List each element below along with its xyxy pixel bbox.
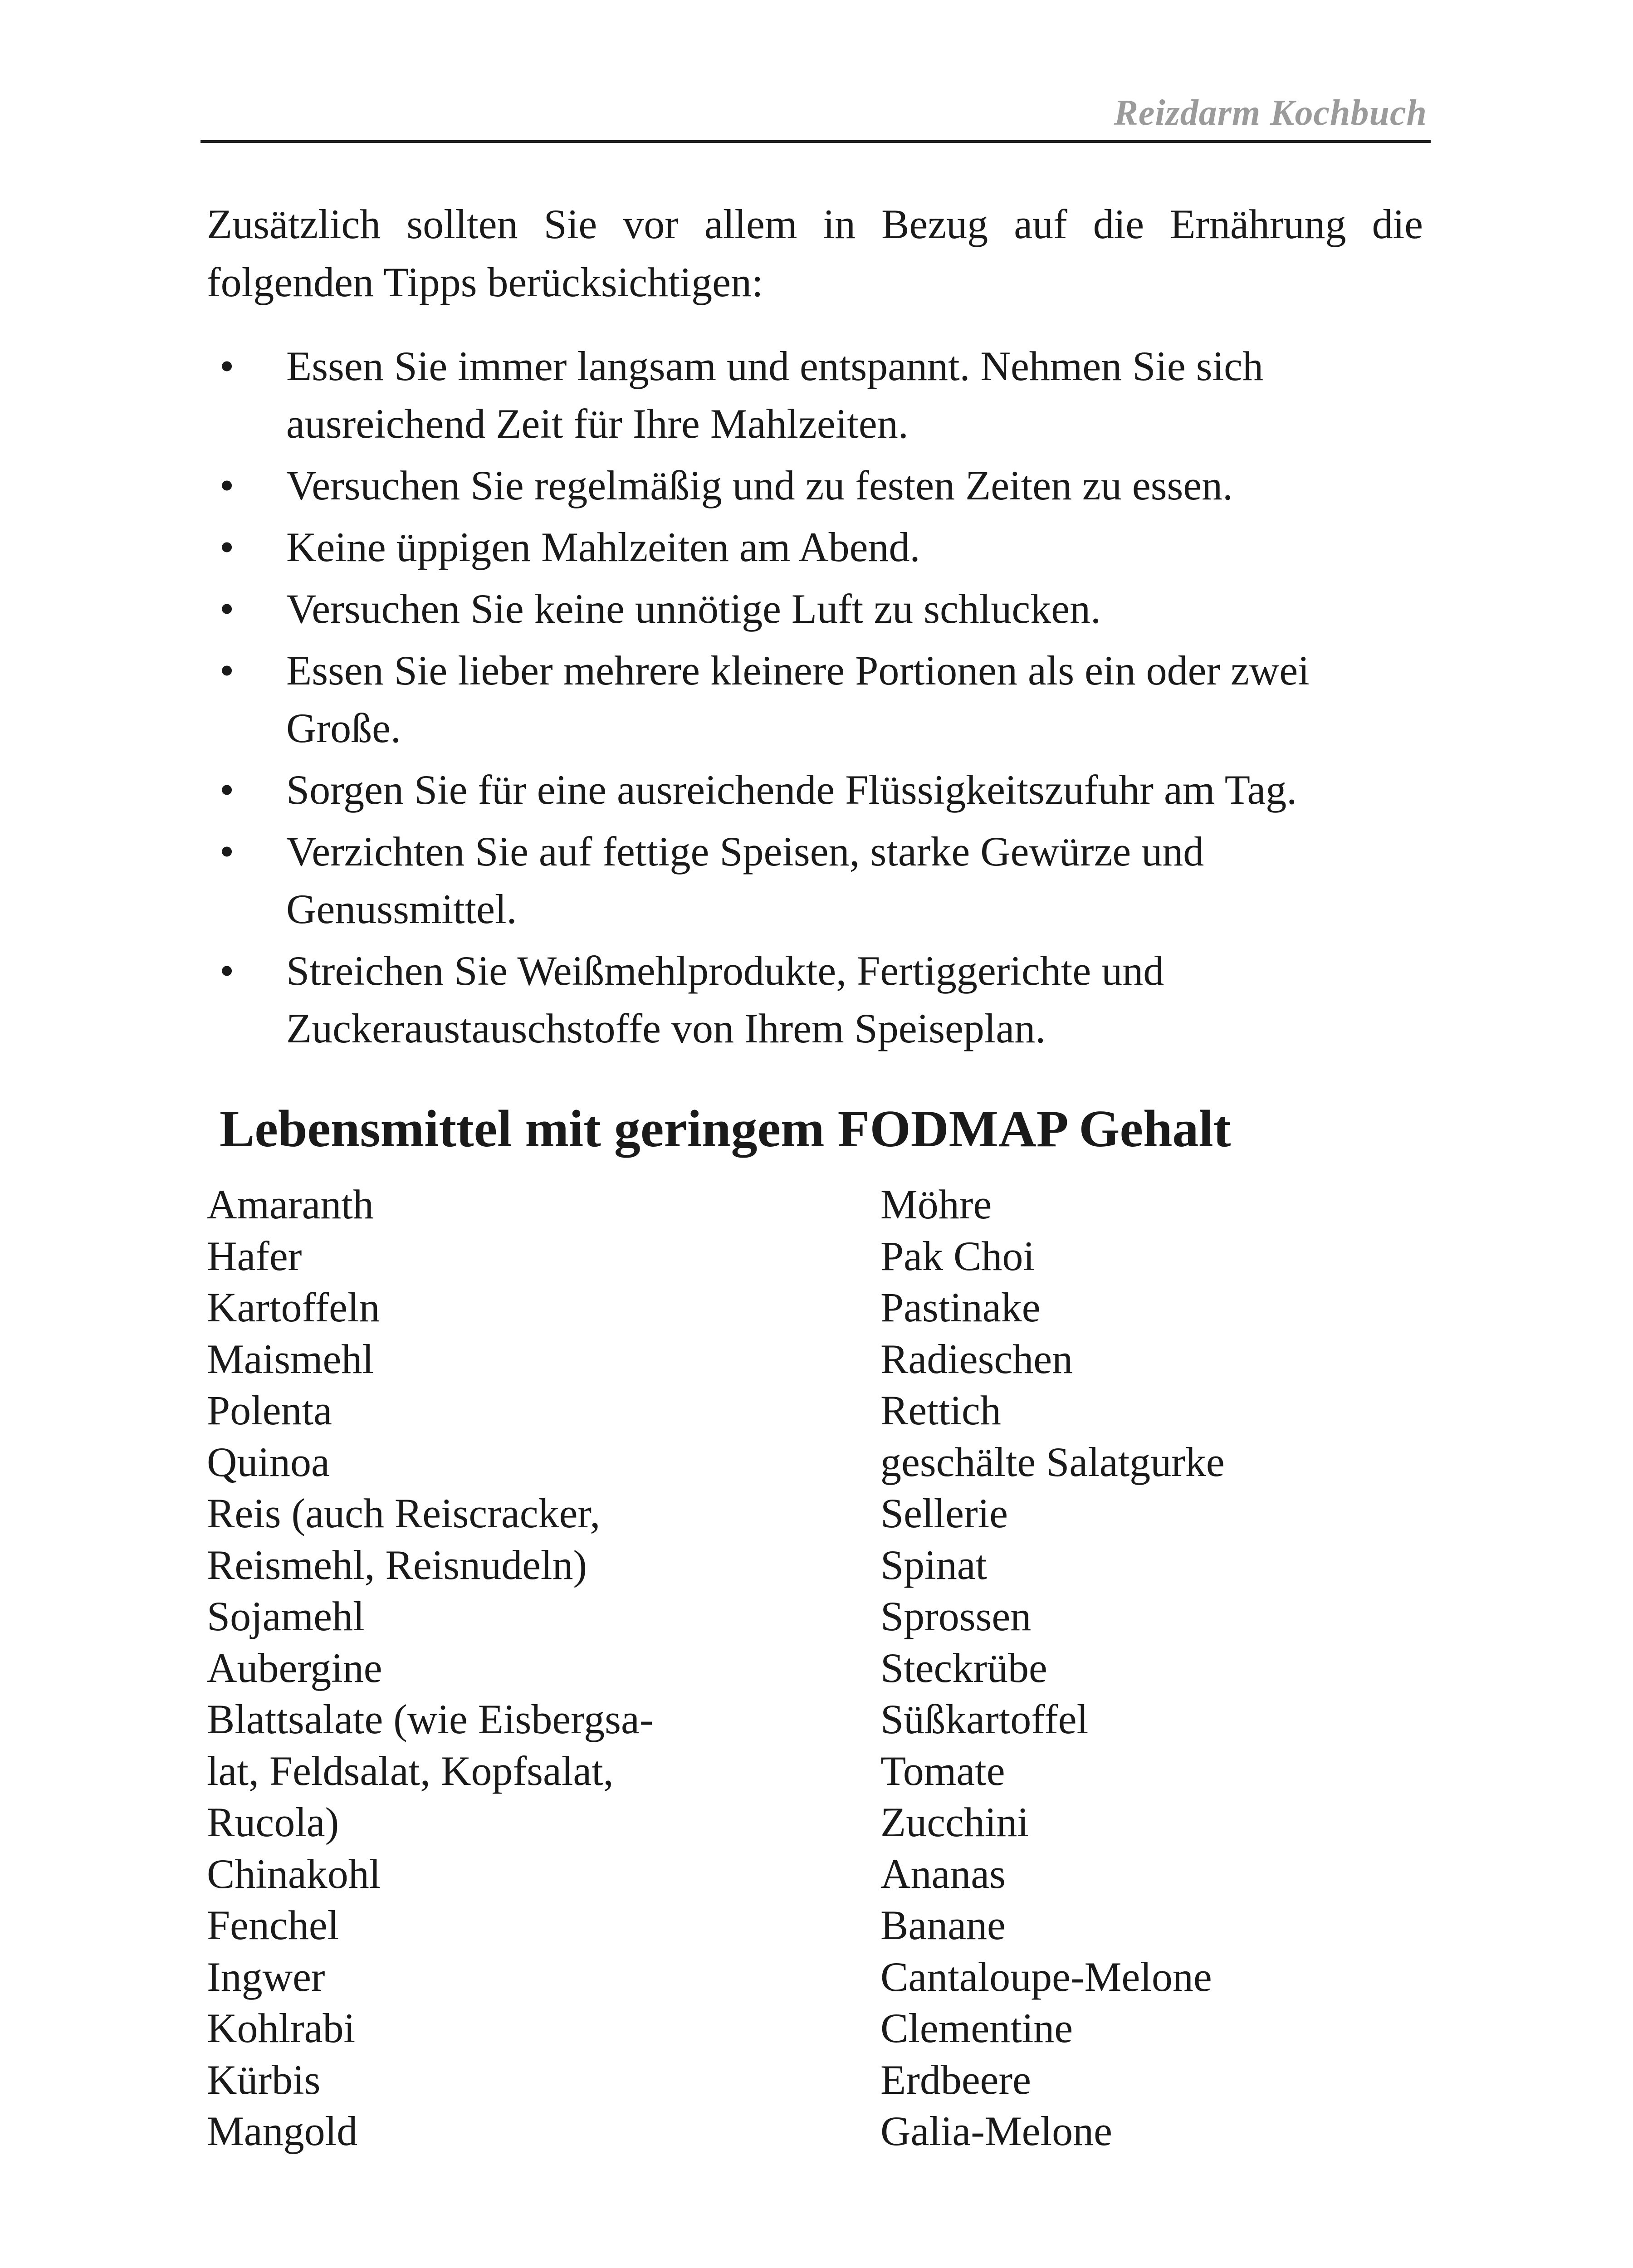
food-item-line: Quinoa (207, 1438, 330, 1485)
food-item-line: Mangold (207, 2108, 358, 2154)
food-item (207, 1179, 842, 1231)
food-item (880, 1951, 1423, 2003)
food-item-line: Spinat (880, 1541, 988, 1588)
food-item (880, 1642, 1423, 1694)
tips-list (207, 337, 1423, 1057)
tip-item (207, 761, 1423, 819)
food-item-line: geschälte Salatgurke (880, 1438, 1225, 1485)
food-item (880, 2106, 1423, 2157)
food-item (207, 2003, 842, 2054)
tip-item (207, 457, 1423, 514)
intro-paragraph: Zusätzlich sollten Sie vor allem in Bezug auf die Ernährung die folgenden Tipps berücksichtigen: (207, 201, 1423, 305)
food-item-line: Kartoffeln (207, 1284, 380, 1330)
food-item-line: Erdbeere (880, 2056, 1031, 2103)
tip-text: Versuchen Sie regelmäßig und zu festen Zeiten zu essen. (286, 462, 1233, 508)
food-item-line: Rucola) (207, 1799, 339, 1845)
food-item-line: Steckrübe (880, 1644, 1047, 1691)
food-item-line: Kürbis (207, 2056, 321, 2103)
food-item (880, 1694, 1423, 1745)
tip-item (207, 518, 1423, 576)
bullet-icon: • (220, 524, 235, 570)
food-item (207, 1694, 842, 1848)
food-item-line: Maismehl (207, 1335, 374, 1382)
bullet-icon: • (220, 647, 235, 694)
tip-text: Essen Sie immer langsam und entspannt. Nehmen Sie sich ausreichend Zeit für Ihre Mahlzeiten. (286, 343, 1263, 447)
food-item (880, 1179, 1423, 1231)
food-item (880, 1540, 1423, 1591)
food-item-line: Fenchel (207, 1902, 339, 1948)
food-item (207, 1848, 842, 1900)
food-item-line: Radieschen (880, 1335, 1073, 1382)
bullet-icon: • (220, 462, 235, 508)
food-item (207, 2054, 842, 2106)
food-item (880, 1745, 1423, 1797)
food-item (880, 1385, 1423, 1437)
food-item (880, 2003, 1423, 2054)
tip-text: Essen Sie lieber mehrere kleinere Portionen als ein oder zwei Große. (286, 647, 1310, 751)
food-item (207, 1900, 842, 1951)
food-item (880, 1231, 1423, 1282)
food-item (207, 1385, 842, 1437)
food-item-line: Zucchini (880, 1799, 1029, 1845)
food-item (880, 1797, 1423, 1848)
food-item (207, 1334, 842, 1385)
bullet-icon: • (220, 948, 235, 994)
food-item-line: Kohlrabi (207, 2005, 356, 2051)
food-column-left (207, 1179, 842, 2157)
food-item (207, 1282, 842, 1334)
food-item (207, 1231, 842, 1282)
tip-text: Verzichten Sie auf fettige Speisen, starke Gewürze und Genussmittel. (286, 828, 1204, 932)
food-item-line: Pastinake (880, 1284, 1041, 1330)
running-title: Reizdarm Kochbuch (1114, 93, 1427, 133)
food-item-line: Blattsalate (wie Eisbergsa- (207, 1696, 654, 1742)
food-item-line: Tomate (880, 1747, 1005, 1794)
food-item (880, 1900, 1423, 1951)
section-heading: Lebensmittel mit geringem FODMAP Gehalt (220, 1100, 1231, 1158)
tip-item (207, 942, 1423, 1057)
food-item (880, 1591, 1423, 1642)
food-item (880, 1282, 1423, 1334)
food-item-line: lat, Feldsalat, Kopfsalat, (207, 1747, 614, 1794)
food-item-line: Clementine (880, 2005, 1073, 2051)
running-header (200, 86, 1431, 143)
food-item (207, 1591, 842, 1642)
tip-item (207, 580, 1423, 638)
tip-text: Keine üppigen Mahlzeiten am Abend. (286, 524, 920, 570)
food-item (880, 2054, 1423, 2106)
page-content (207, 195, 1423, 2172)
bullet-icon: • (220, 586, 235, 632)
food-column-right (880, 1179, 1423, 2157)
food-item-line: Ananas (880, 1850, 1006, 1897)
food-item-line: Cantaloupe-Melone (880, 1953, 1212, 2000)
food-item-line: Hafer (207, 1232, 302, 1279)
tip-text: Versuchen Sie keine unnötige Luft zu schlucken. (286, 586, 1101, 632)
food-item-line: Aubergine (207, 1644, 382, 1691)
tip-text: Sorgen Sie für eine ausreichende Flüssigkeitszufuhr am Tag. (286, 767, 1297, 813)
tip-text: Streichen Sie Weißmehlprodukte, Fertiggerichte und Zuckeraustauschstoffe von Ihrem Speiseplan. (286, 948, 1164, 1051)
bullet-icon: • (220, 828, 235, 875)
tip-item (207, 642, 1423, 757)
food-item (207, 1437, 842, 1488)
tip-item (207, 823, 1423, 938)
food-item (880, 1334, 1423, 1385)
food-item-line: Möhre (880, 1181, 992, 1227)
food-item (880, 1437, 1423, 1488)
food-item-line: Amaranth (207, 1181, 374, 1227)
food-item-line: Pak Choi (880, 1232, 1035, 1279)
food-item (207, 1951, 842, 2003)
food-item (880, 1848, 1423, 1900)
tip-item (207, 337, 1423, 453)
bullet-icon: • (220, 767, 235, 813)
food-item-line: Sprossen (880, 1593, 1032, 1639)
food-item-line: Banane (880, 1902, 1006, 1948)
food-item-line: Chinakohl (207, 1850, 381, 1897)
food-item (207, 1642, 842, 1694)
food-item-line: Reismehl, Reisnudeln) (207, 1541, 587, 1588)
food-item (880, 1488, 1423, 1540)
food-item-line: Rettich (880, 1387, 1001, 1433)
food-item-line: Polenta (207, 1387, 332, 1433)
food-item-line: Sojamehl (207, 1593, 365, 1639)
food-item (207, 1488, 842, 1591)
food-item-line: Galia-Melone (880, 2108, 1112, 2154)
food-item-line: Sellerie (880, 1490, 1008, 1536)
food-item-line: Ingwer (207, 1953, 325, 2000)
food-item-line: Reis (auch Reiscracker, (207, 1490, 601, 1536)
food-item-line: Süßkartoffel (880, 1696, 1089, 1742)
bullet-icon: • (220, 343, 235, 389)
food-columns (207, 1179, 1423, 2172)
food-item (207, 2106, 842, 2157)
